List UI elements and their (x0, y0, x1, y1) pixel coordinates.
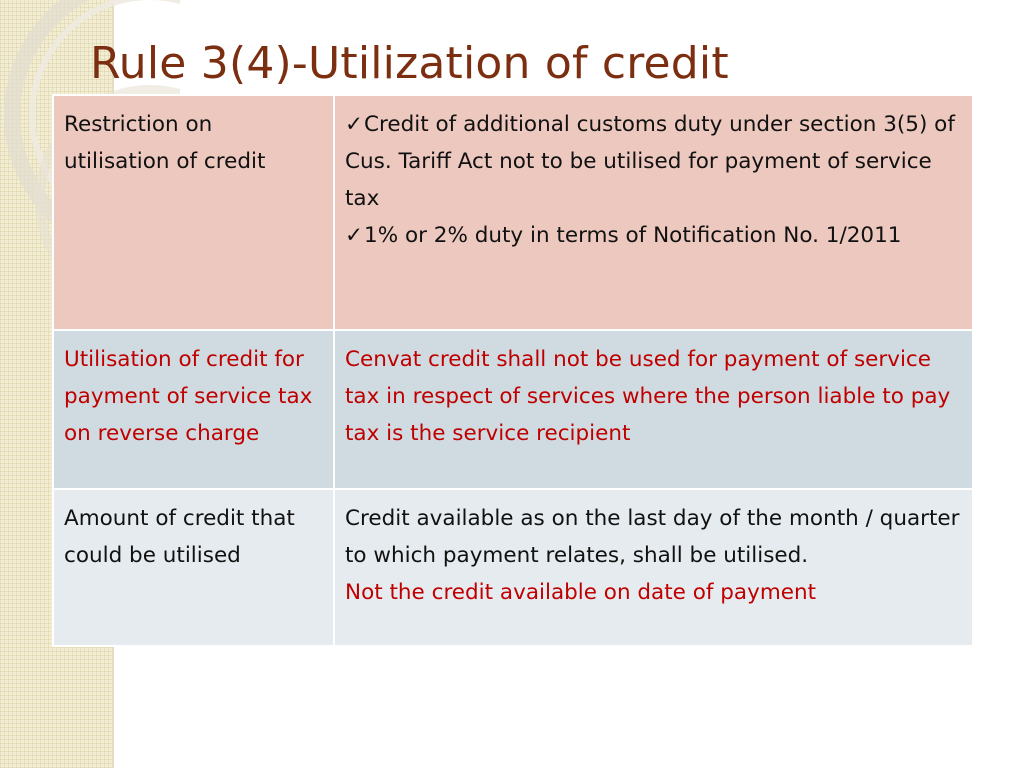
table-row (53, 95, 973, 330)
row-content-reverse-charge (334, 330, 973, 489)
checkmark-icon: ✓ (345, 112, 364, 137)
list-item-text: 1% or 2% duty in terms of Notification No. 1/2011 (364, 223, 902, 248)
row-note-text: Not the credit available on date of payment (345, 580, 817, 605)
row-label-reverse-charge (53, 330, 334, 489)
list-item-text: Credit of additional customs duty under section 3(5) of Cus. Tariff Act not to be utilised for payment of service tax (345, 112, 955, 211)
row-content-amount (334, 489, 973, 646)
row-label-text: Utilisation of credit for payment of service tax on reverse charge (64, 347, 313, 446)
row-content-restriction (334, 95, 973, 330)
row-label-text: Restriction on utilisation of credit (64, 112, 266, 174)
slide-title: Rule 3(4)-Utilization of credit (90, 38, 729, 89)
checkmark-icon: ✓ (345, 223, 364, 248)
row-label-amount (53, 489, 334, 646)
table-row (53, 330, 973, 489)
list-item (345, 106, 962, 217)
row-content-text: Cenvat credit shall not be used for payment of service tax in respect of services where the person liable to pay tax is the service recipient (345, 347, 951, 446)
row-label-restriction (53, 95, 334, 330)
row-label-text: Amount of credit that could be utilised (64, 506, 295, 568)
table-row (53, 489, 973, 646)
credit-rules-table (52, 94, 974, 647)
list-item (345, 217, 962, 254)
row-content-text: Credit available as on the last day of the month / quarter to which payment relates, shall be utilised. (345, 506, 960, 568)
